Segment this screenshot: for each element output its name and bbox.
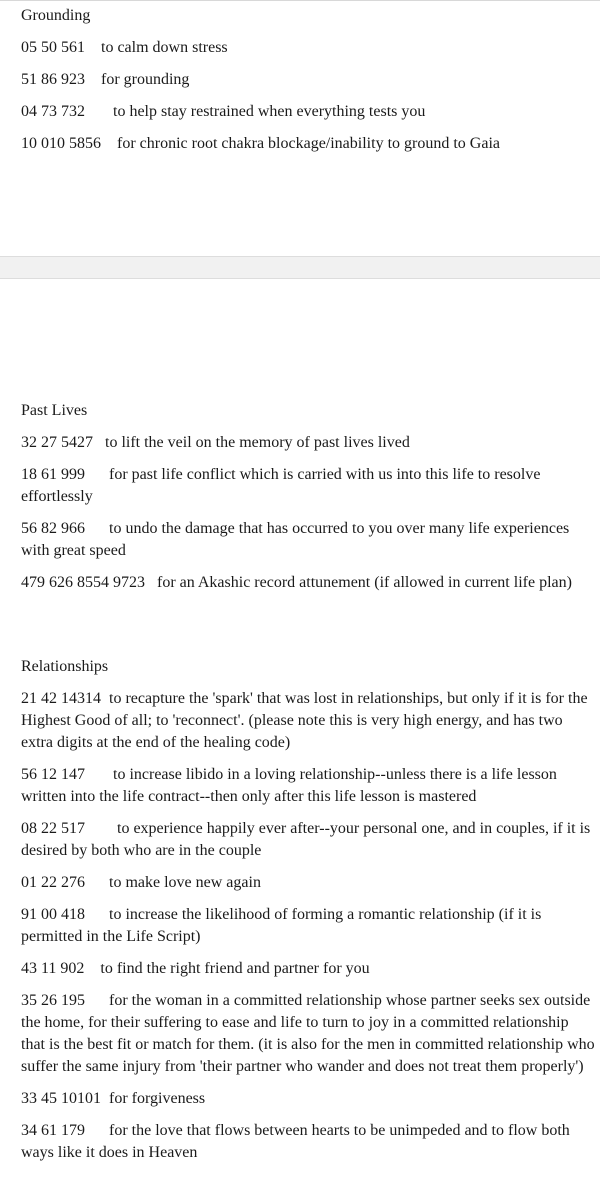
healing-code: 08 22 517: [21, 820, 85, 837]
code-entry: [21, 518, 596, 562]
code-entry: [21, 904, 596, 948]
section-heading: Relationships: [21, 658, 109, 675]
code-description: for grounding: [101, 71, 190, 88]
code-entry: [21, 37, 596, 59]
code-description: to increase the likelihood of forming a romantic relationship (if it is permitted in the Life Script): [21, 906, 542, 945]
healing-code: 04 73 732: [21, 103, 85, 120]
code-entry: [21, 1120, 596, 1164]
section-heading: Past Lives: [21, 402, 88, 419]
code-description: for past life conflict which is carried with us into this life to resolve effortlessly: [21, 466, 541, 505]
code-description: to recapture the 'spark' that was lost in relationships, but only if it is for the Highest Good of all; to 'reconnect'. (please note this is very high energy, and has two extra digits at the end of the healing code): [21, 690, 588, 751]
healing-code: 479 626 8554 9723: [21, 574, 145, 591]
code-entry: [21, 1088, 596, 1110]
healing-code: 34 61 179: [21, 1122, 85, 1139]
code-entry: [21, 133, 596, 155]
code-description: to help stay restrained when everything tests you: [113, 103, 426, 120]
code-description: to make love new again: [109, 874, 261, 891]
healing-code: 91 00 418: [21, 906, 85, 923]
page-separator: [0, 256, 600, 279]
healing-code: 35 26 195: [21, 992, 85, 1009]
section-relationships: [21, 656, 596, 1174]
code-entry: [21, 990, 596, 1078]
document-page-1: [0, 0, 600, 256]
code-description: for the woman in a committed relationship whose partner seeks sex outside the home, for their suffering to ease and life to turn to joy in a committed relationship that is the best fit or match for them. (it is also for the men in committed relationship who suffer the same injury from 'their partner who wander and does not treat them properly'): [21, 992, 595, 1075]
code-description: for forgiveness: [109, 1090, 206, 1107]
code-description: to calm down stress: [101, 39, 228, 56]
code-entry: [21, 572, 596, 594]
healing-code: 51 86 923: [21, 71, 85, 88]
healing-code: 10 010 5856: [21, 135, 101, 152]
code-entry: [21, 69, 596, 91]
code-description: to find the right friend and partner for you: [100, 960, 370, 977]
code-entry: [21, 432, 596, 454]
code-entry: [21, 818, 596, 862]
healing-code: 01 22 276: [21, 874, 85, 891]
healing-code: 21 42 14314: [21, 690, 101, 707]
healing-code: 32 27 5427: [21, 434, 93, 451]
healing-code: 56 82 966: [21, 520, 85, 537]
code-description: for the love that flows between hearts to be unimpeded and to flow both ways like it does in Heaven: [21, 1122, 570, 1161]
healing-code: 18 61 999: [21, 466, 85, 483]
section-grounding: [21, 5, 596, 165]
code-entry: [21, 688, 596, 754]
code-entry: [21, 101, 596, 123]
healing-code: 33 45 10101: [21, 1090, 101, 1107]
healing-code: 56 12 147: [21, 766, 85, 783]
code-entry: [21, 958, 596, 980]
code-entry: [21, 872, 596, 894]
healing-code: 05 50 561: [21, 39, 85, 56]
code-entry: [21, 464, 596, 508]
code-description: to increase libido in a loving relationship--unless there is a life lesson written into the life contract--then only after this life lesson is mastered: [21, 766, 557, 805]
code-description: for an Akashic record attunement (if allowed in current life plan): [157, 574, 572, 591]
code-description: to experience happily ever after--your personal one, and in couples, if it is desired by both who are in the couple: [21, 820, 591, 859]
document-page-2: [0, 279, 600, 1200]
section-past-lives: [21, 400, 596, 604]
healing-code: 43 11 902: [21, 960, 85, 977]
code-description: for chronic root chakra blockage/inability to ground to Gaia: [117, 135, 500, 152]
code-entry: [21, 764, 596, 808]
code-description: to undo the damage that has occurred to you over many life experiences with great speed: [21, 520, 570, 559]
code-description: to lift the veil on the memory of past lives lived: [105, 434, 410, 451]
section-heading: Grounding: [21, 7, 91, 24]
